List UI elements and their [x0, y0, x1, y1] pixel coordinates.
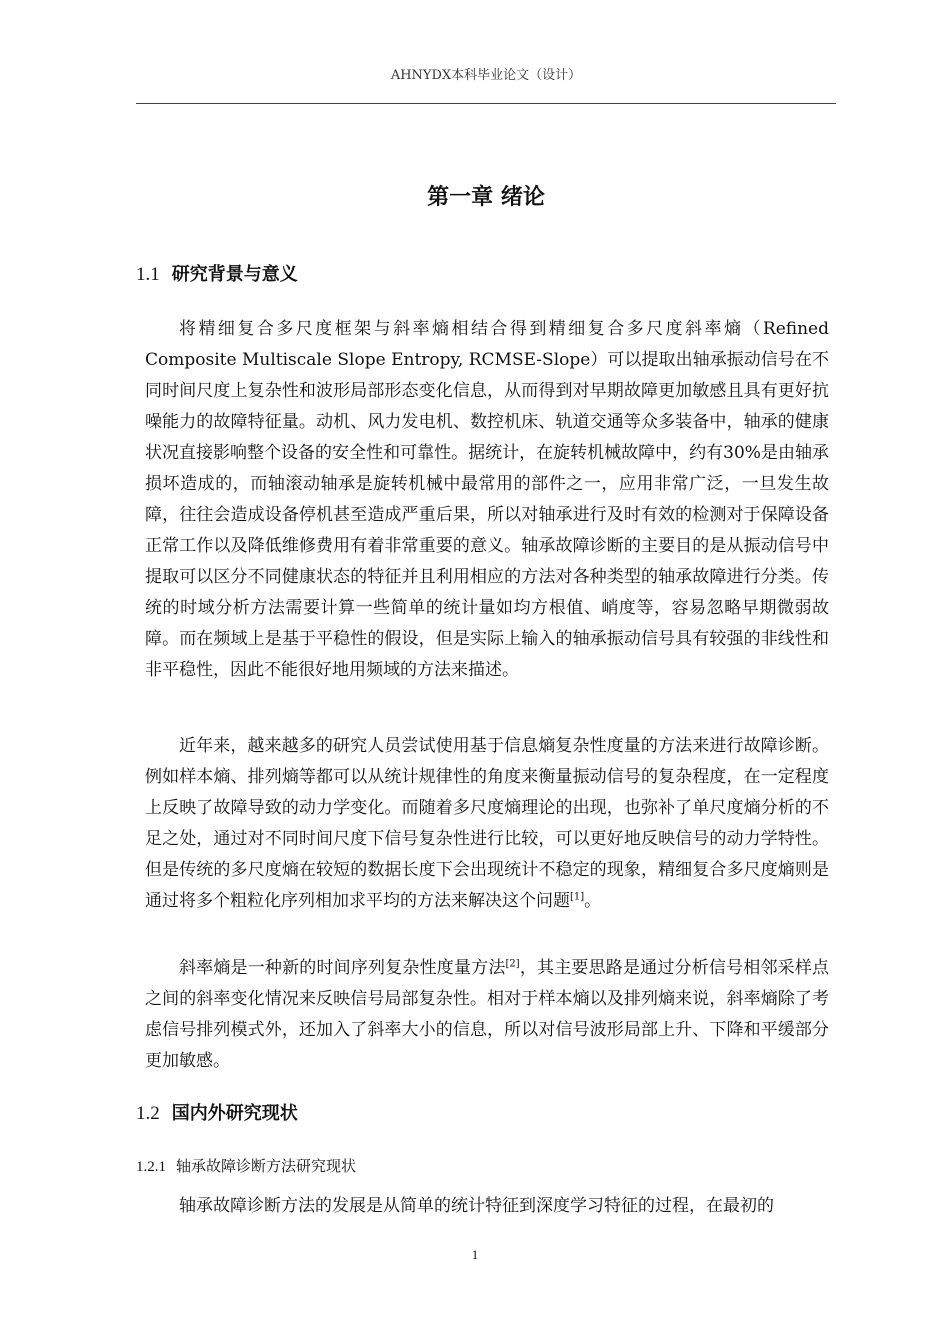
header-rule [136, 103, 836, 104]
section-heading-1-2 [136, 1099, 298, 1125]
section-heading-1-1 [136, 260, 298, 286]
paragraph-2 [145, 731, 829, 917]
subsection-number: 1.2.1 [136, 1159, 166, 1175]
paragraph-3 [145, 953, 829, 1077]
chapter-title: 第一章 绪论 [427, 185, 545, 210]
paragraph-2-text: 近年来，越来越多的研究人员尝试使用基于信息熵复杂性度量的方法来进行故障诊断。例如样本熵、排列熵等都可以从统计规律性的角度来衡量振动信号的复杂程度，在一定程度上反映了故障导致的动力学变化。而随着多尺度熵理论的出现，也弥补了单尺度熵分析的不足之处，通过对不同时间尺度下信号复杂性进行比较，可以更好地反映信号的动力学特性。但是传统的多尺度熵在较短的数据长度下会出现统计不稳定的现象，精细复合多尺度熵则是通过将多个粗粒化序列相加求平均的方法来解决这个问题 [145, 736, 829, 911]
running-header: AHNYDX本科毕业论文（设计） [390, 68, 582, 83]
page-number: 1 [471, 1247, 479, 1262]
paragraph-1-2-1: 轴承故障诊断方法的发展是从简单的统计特征到深度学习特征的过程，在最初的 [179, 1196, 774, 1216]
section-title: 研究背景与意义 [171, 264, 298, 285]
section-title: 国内外研究现状 [171, 1103, 298, 1124]
paragraph-3-text-a: 斜率熵是一种新的时间序列复杂性度量方法 [179, 958, 506, 978]
subsection-title: 轴承故障诊断方法研究现状 [176, 1157, 357, 1175]
section-number: 1.2 [136, 1103, 160, 1124]
paragraph-1: 将精细复合多尺度框架与斜率熵相结合得到精细复合多尺度斜率熵（Refined Composite Multiscale Slope Entropy, RCMSE-Slope）可以提取出轴承振动信号在不同时间尺度上复杂性和波形局部形态变化信息，从而得到对早期故障更加敏感且具有更好抗噪能力的故障特征量。动机、风力发电机、数控机床、轨道交通等众多装备中，轴承的健康状况直接影响整个设备的安全性和可靠性。据统计，在旋转机械故障中，约有30%是由轴承损坏造成的，而轴滚动轴承是旋转机械中最常用的部件之一，应用非常广泛，一旦发生故障，往往会造成设备停机甚至造成严重后果，所以对轴承进行及时有效的检测对于保障设备正常工作以及降低维修费用有着非常重要的意义。轴承故障诊断的主要目的是从振动信号中提取可以区分不同健康状态的特征并且利用相应的方法对各种类型的轴承故障进行分类。传统的时域分析方法需要计算一些简单的统计量如均方根值、峭度等，容易忽略早期微弱故障。而在频域上是基于平稳性的假设，但是实际上输入的轴承振动信号具有较强的非线性和非平稳性，因此不能很好地用频域的方法来描述。 [145, 319, 829, 680]
paragraph-2-end: 。 [584, 891, 602, 911]
subsection-heading-1-2-1 [136, 1155, 356, 1176]
citation-2: [2] [505, 958, 520, 970]
section-number: 1.1 [136, 264, 160, 285]
paragraph-3-text-b: ，其主要思路是通过分析信号相邻采样点之间的斜率变化情况来反映信号局部复杂性。相对于样本熵以及排列熵来说，斜率熵除了考虑信号排列模式外，还加入了斜率大小的信息，所以对信号波形局部上升、下降和平缓部分更加敏感。 [145, 958, 830, 1071]
citation-1: [1] [570, 891, 585, 903]
